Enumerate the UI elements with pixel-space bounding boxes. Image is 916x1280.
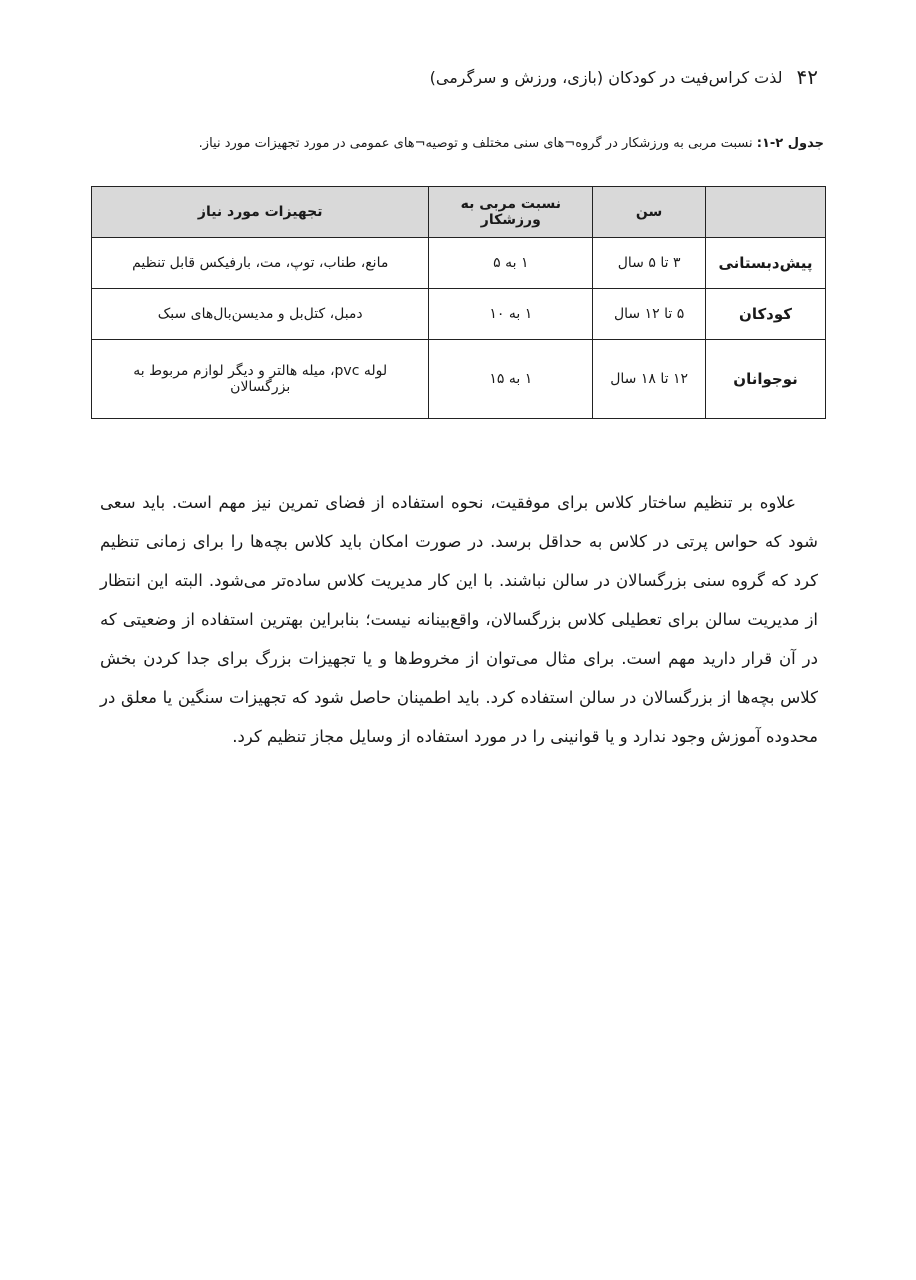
ratio-cell: ۱ به ۵ [429, 238, 593, 289]
header-cell-age: سن [593, 187, 706, 238]
table-header-row [92, 187, 826, 238]
equipment-cell: لوله pvc، میله هالتر و دیگر لوازم مربوط به بزرگسالان [92, 340, 429, 419]
body-paragraph: علاوه بر تنظیم ساختار کلاس برای موفقیت، نحوه استفاده از فضای تمرین نیز مهم است. باید سعی شود که حواس پرتی در کلاس به حداقل برسد. در صورت امکان باید کلاس بچه‌ها را برای زمانی تنظیم کرد که گروه سنی بزرگسالان در سالن نباشند. با این کار مدیریت کلاس ساده‌تر می‌شود. البته این انتظار از مدیریت سالن برای تعطیلی کلاس بزرگسالان، واقع‌بینانه نیست؛ بنابراین بهترین استفاده از وضعیتی که در آن قرار دارید مهم است. برای مثال می‌توان از مخروط‌ها و یا تجهیزات بزرگ برای جدا کردن بخش کلاس بچه‌ها از بزرگسالان در سالن استفاده کرد. باید اطمینان حاصل شود که تجهیزات سنگین یا معلق در محدوده آموزش وجود ندارد و یا قوانینی را در مورد استفاده از وسایل مجاز تنظیم کرد. [100, 493, 818, 746]
header-cell-equipment: تجهیزات مورد نیاز [92, 187, 429, 238]
group-cell: کودکان [706, 289, 826, 340]
page-header [98, 64, 818, 90]
coach-ratio-table [91, 186, 826, 419]
page-number: ۴۲ [796, 65, 818, 89]
ratio-cell: ۱ به ۱۰ [429, 289, 593, 340]
ratio-cell: ۱ به ۱۵ [429, 340, 593, 419]
table-row [92, 340, 826, 419]
header-cell-ratio: نسبت مربی به ورزشکار [429, 187, 593, 238]
table-row [92, 238, 826, 289]
caption-text: نسبت مربی به ورزشکار در گروه¬های سنی مختلف و توصیه¬های عمومی در مورد تجهیزات مورد نیاز. [198, 136, 757, 151]
equipment-cell: مانع، طناب، توپ، مت، بارفیکس قابل تنظیم [92, 238, 429, 289]
group-cell: پیش‌دبستانی [706, 238, 826, 289]
table-caption [92, 136, 824, 151]
header-cell-group [706, 187, 826, 238]
age-cell: ۳ تا ۵ سال [593, 238, 706, 289]
age-cell: ۵ تا ۱۲ سال [593, 289, 706, 340]
table-row [92, 289, 826, 340]
equipment-cell: دمبل، کتل‌بل و مدیسن‌بال‌های سبک [92, 289, 429, 340]
caption-label: جدول ۲-۱: [756, 136, 824, 151]
age-cell: ۱۲ تا ۱۸ سال [593, 340, 706, 419]
group-cell: نوجوانان [706, 340, 826, 419]
book-title: لذت کراس‌فیت در کودکان (بازی، ورزش و سرگرمی) [429, 67, 783, 87]
